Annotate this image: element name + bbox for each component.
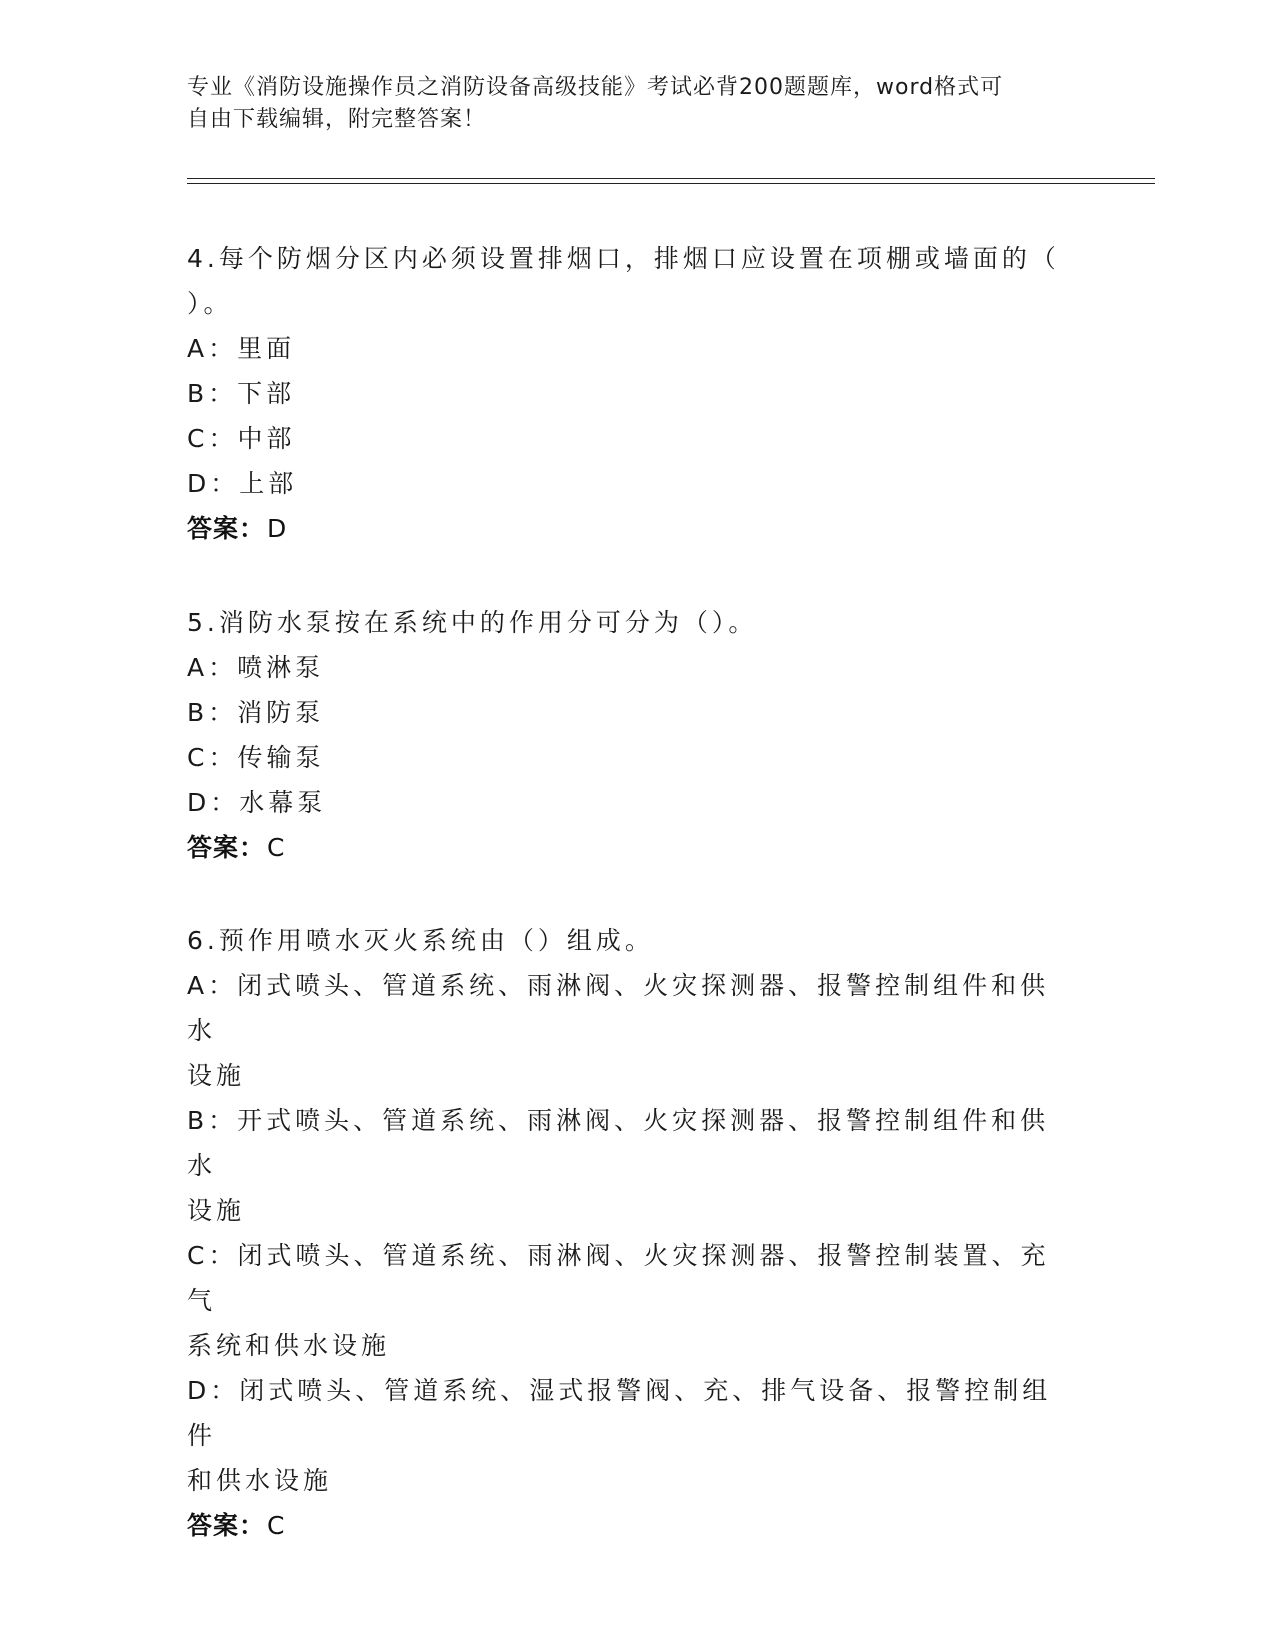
answer xyxy=(187,825,1067,870)
document-header xyxy=(187,72,1067,136)
option-d-line-2: 和供水设施 xyxy=(187,1466,333,1495)
option-c-line-1: C：闭式喷头、管道系统、雨淋阀、火灾探测器、报警控制装置、充气 xyxy=(187,1241,1050,1315)
question-4 xyxy=(187,236,1067,551)
header-divider-bottom xyxy=(187,183,1155,184)
option-a: A：喷淋泵 xyxy=(187,653,325,682)
question-6 xyxy=(187,918,1067,1548)
answer-value: C xyxy=(267,1511,286,1540)
option-d: D：上部 xyxy=(187,469,298,498)
header-line-2: 自由下载编辑，附完整答案！ xyxy=(187,107,487,132)
option-b xyxy=(187,1098,1067,1233)
answer-label: 答案： xyxy=(187,1511,266,1540)
answer xyxy=(187,1503,1067,1548)
header-divider-top xyxy=(187,178,1155,179)
option-c xyxy=(187,1233,1067,1368)
option-a-line-2: 设施 xyxy=(187,1061,246,1090)
answer-value: C xyxy=(267,833,286,862)
option-b: B：下部 xyxy=(187,379,296,408)
option-c-line-2: 系统和供水设施 xyxy=(187,1331,391,1360)
question-5 xyxy=(187,600,1067,870)
question-stem-line-1: 4.每个防烟分区内必须设置排烟口，排烟口应设置在项棚或墙面的（ xyxy=(187,244,1060,273)
option-b-line-1: B：开式喷头、管道系统、雨淋阀、火灾探测器、报警控制组件和供水 xyxy=(187,1106,1050,1180)
answer-label: 答案： xyxy=(187,833,266,862)
option-c: C：中部 xyxy=(187,424,296,453)
answer-value: D xyxy=(267,514,288,543)
question-stem xyxy=(187,236,1067,326)
answer-label: 答案： xyxy=(187,514,266,543)
option-b-line-2: 设施 xyxy=(187,1196,246,1225)
option-a-line-1: A：闭式喷头、管道系统、雨淋阀、火灾探测器、报警控制组件和供水 xyxy=(187,971,1050,1045)
question-stem-line-2: ）。 xyxy=(187,289,233,318)
option-d-line-1: D：闭式喷头、管道系统、湿式报警阀、充、排气设备、报警控制组件 xyxy=(187,1376,1052,1450)
question-stem: 5.消防水泵按在系统中的作用分可分为（）。 xyxy=(187,608,758,637)
option-c: C：传输泵 xyxy=(187,743,325,772)
option-a xyxy=(187,963,1067,1098)
option-b: B：消防泵 xyxy=(187,698,325,727)
option-a: A：里面 xyxy=(187,334,296,363)
option-d: D：水幕泵 xyxy=(187,788,327,817)
question-stem: 6.预作用喷水灭火系统由（）组成。 xyxy=(187,926,654,955)
option-d xyxy=(187,1368,1067,1503)
answer xyxy=(187,506,1067,551)
header-line-1: 专业《消防设施操作员之消防设备高级技能》考试必背200题题库，word格式可 xyxy=(187,75,1004,100)
